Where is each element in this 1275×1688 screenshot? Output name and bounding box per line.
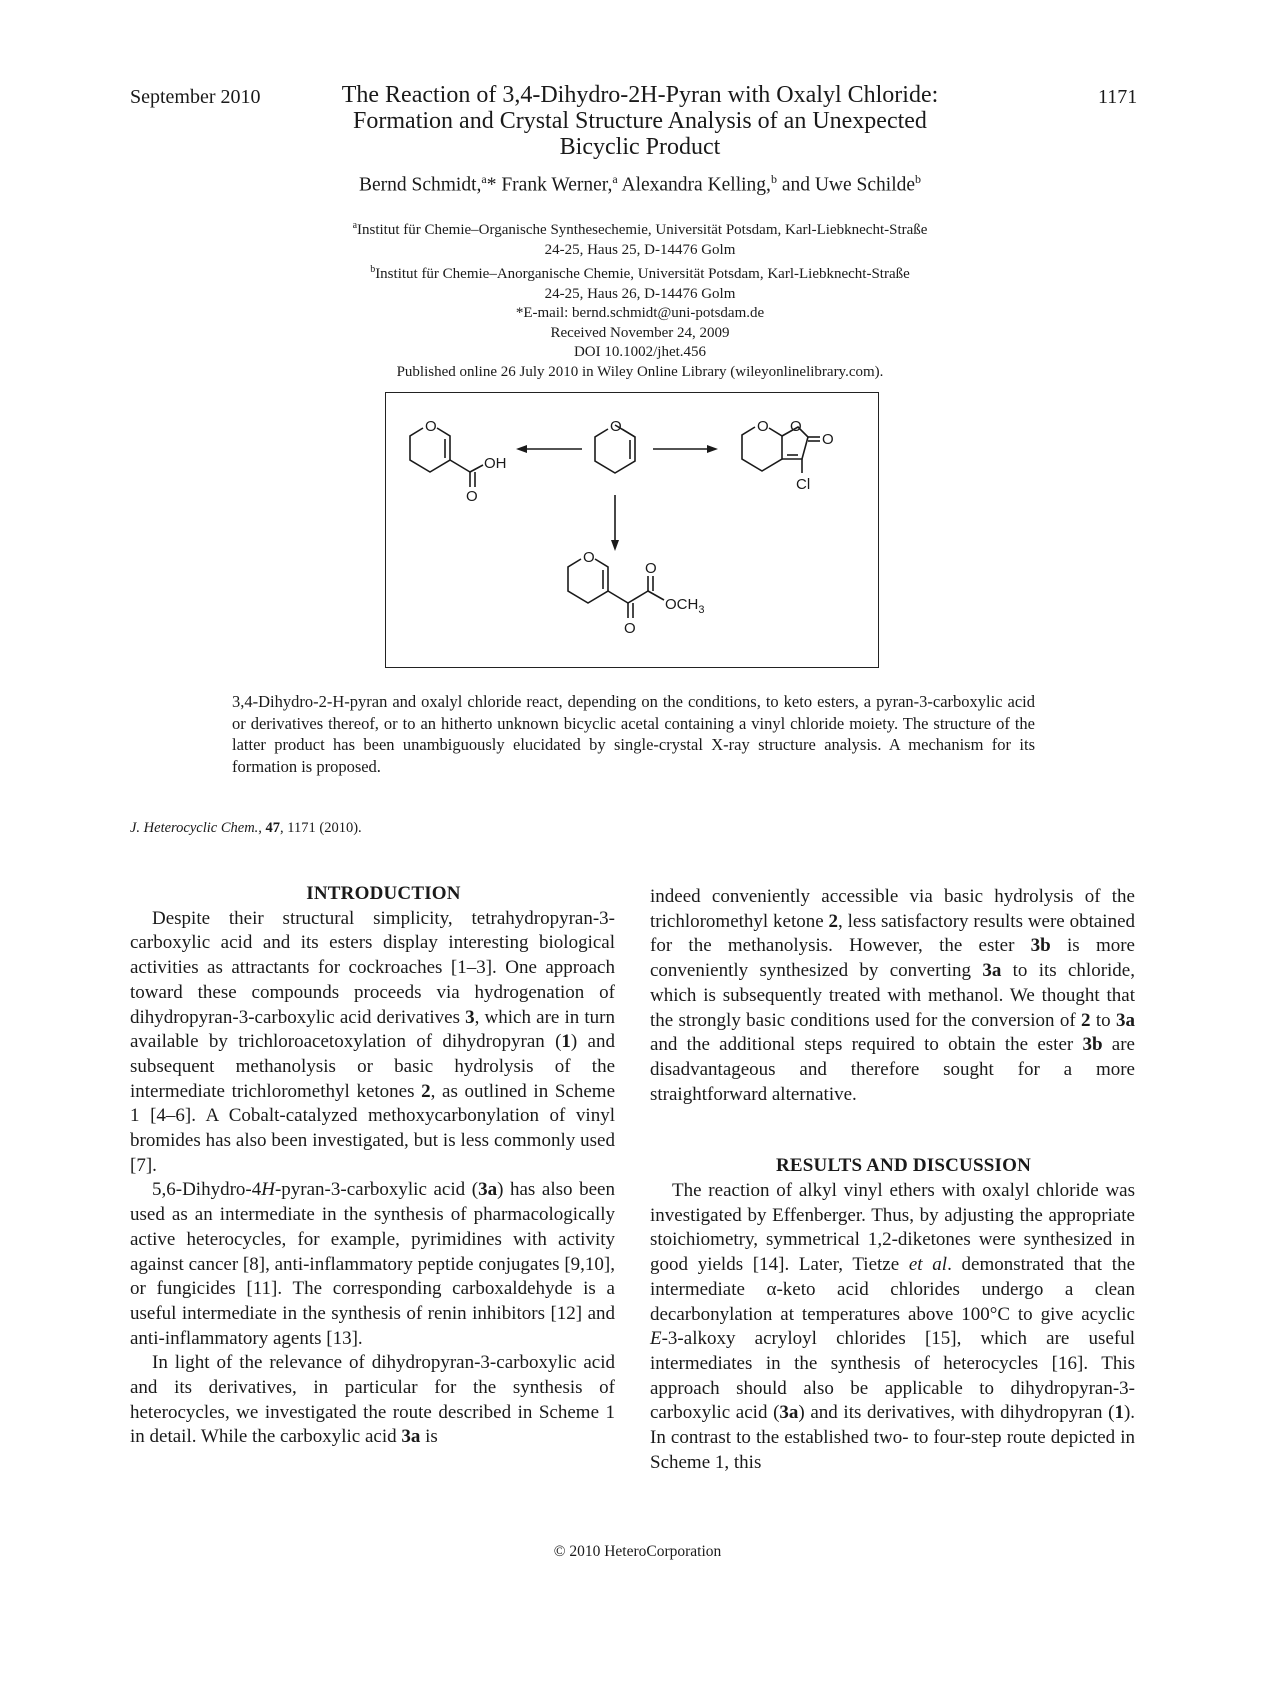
italic-text: et al xyxy=(908,1254,948,1276)
lactone-oxygen-label: O xyxy=(790,418,802,435)
title-line: The Reaction of 3,4-Dihydro-2H-Pyran with Oxalyl Chloride: xyxy=(341,82,939,108)
text-run: In light of the relevance of dihydropyran-3-carboxylic acid and its derivatives, in particular for the synthesis of heterocycles, we investigated the route described in Scheme 1 in detail. While the carboxylic acid xyxy=(130,1352,615,1448)
methoxy-subscript: 3 xyxy=(698,604,705,616)
author-suffix: * xyxy=(486,174,502,196)
text-run: ) and subsequent methanolysis or basic hydrolysis of the intermediate trichloromethyl ketones xyxy=(130,1031,615,1102)
author-name: Frank Werner, xyxy=(501,174,613,196)
text-run: The reaction of alkyl vinyl ethers with oxalyl chloride was investigated by Effenberger. Thus, by adjusting the appropriate stoichiometry, symmetrical 1,2-diketones were synthesized in good yields [14]. Later, Tietze xyxy=(650,1180,1135,1276)
abstract-text: 3,4-Dihydro-2-H-pyran and oxalyl chloride react, depending on the conditions, to keto esters, a pyran-3-carboxylic acid or derivatives thereof, or to an hitherto unknown bicyclic acetal containing a vinyl chloride moiety. The structure of the latter product has been unambiguously elucidated by single-crystal X-ray structure analysis. A mechanism for its formation is proposed. xyxy=(232,692,1035,776)
article-title xyxy=(300,82,980,160)
arrowhead-left xyxy=(516,445,527,453)
compound-label: 1 xyxy=(561,1031,571,1053)
compound-label: 3a xyxy=(401,1426,421,1448)
compound-label: 3a xyxy=(779,1402,799,1424)
text-run: ) has also been used as an intermediate in the synthesis of pharmacologically active heterocycles, for example, pyrimidines with activity against cancer [8], anti-inflammatory peptide conjugates [9,10], or fungicides [11]. The corresponding carboxaldehyde is a useful intermediate in the synthesis of renin inhibitors [12] and anti-inflammatory agents [13]. xyxy=(130,1179,615,1349)
carbonyl-oxygen-label: O xyxy=(645,560,657,577)
ring-oxygen-label: O xyxy=(757,418,769,435)
text-run: and the additional steps required to obtain the ester xyxy=(650,1034,1083,1056)
paragraph xyxy=(650,1179,1135,1475)
author-name: and Uwe Schilde xyxy=(781,174,916,196)
hydroxyl-label: OH xyxy=(484,455,507,472)
chlorine-label: Cl xyxy=(796,476,811,493)
compound-label: 1 xyxy=(1114,1402,1124,1424)
text-run: ) and its derivatives, with dihydropyran ( xyxy=(798,1402,1115,1424)
text-run: is more conveniently synthesized by converting xyxy=(650,935,1135,982)
bond-to-carboxyl xyxy=(450,460,470,472)
ring-oxygen-label: O xyxy=(425,418,437,435)
compound-label: 3b xyxy=(1082,1034,1103,1056)
carbonyl-oxygen-label: O xyxy=(822,431,834,448)
compound-label: 3b xyxy=(1030,935,1051,957)
journal-citation xyxy=(130,820,362,837)
affiliation-a-address: 24-25, Haus 25, D-14476 Golm xyxy=(544,241,736,258)
section-heading-introduction: INTRODUCTION xyxy=(306,883,461,904)
author-name: Alexandra Kelling, xyxy=(621,174,771,196)
ring-oxygen-label: O xyxy=(610,418,622,435)
methoxy-label xyxy=(665,596,704,616)
text-run: , which are in turn available by trichloroacetoxylation of dihydropyran ( xyxy=(130,1006,615,1053)
text-run: Despite their structural simplicity, tetrahydropyran-3-carboxylic acid and its esters display interesting biological activities as attractants for cockroaches [1–3]. One approach toward these compounds proceeds via hydrogenation of dihydropyran-3-carboxylic acid derivatives xyxy=(130,907,615,1028)
journal-volume: 47 xyxy=(265,820,281,836)
graphical-abstract-scheme xyxy=(385,392,879,668)
arrowhead-right xyxy=(707,445,718,453)
body-column-left xyxy=(130,882,615,1450)
received-date: Received November 24, 2009 xyxy=(550,324,730,341)
ring-oxygen-label: O xyxy=(583,549,595,566)
email-line: *E-mail: bernd.schmidt@uni-potsdam.de xyxy=(515,305,765,321)
title-line: Formation and Crystal Structure Analysis of an Unexpected xyxy=(353,108,927,134)
text-run: ). In contrast to the established two- to four-step route depicted in Scheme 1, this xyxy=(650,1402,1136,1473)
reaction-scheme-drawing xyxy=(386,393,880,669)
text-run: to its chloride, which is subsequently treated with methanol. We thought that the strongly basic conditions used for the conversion of xyxy=(650,960,1135,1031)
compound-label: 2 xyxy=(421,1080,431,1102)
affil-line: Institut für Chemie–Anorganische Chemie, Universität Potsdam, Karl-Liebknecht-Straße xyxy=(375,266,910,282)
arrowhead-down xyxy=(611,540,619,551)
text-run: , as outlined in Scheme 1 [4–6]. A Cobalt-catalyzed methoxycarbonylation of vinyl bromides has also been investigated, but is less commonly used [7]. xyxy=(130,1080,616,1176)
paragraph xyxy=(130,1351,615,1450)
page-number: 1171 xyxy=(1098,86,1138,108)
text-run: -3-alkoxy acryloyl chlorides [15], which are useful intermediates in the synthesis of heterocycles [16]. This approach should also be applicable to dihydropyran-3-carboxylic acid ( xyxy=(650,1328,1135,1424)
affiliation-b xyxy=(300,260,980,285)
section-spacer xyxy=(650,1107,1135,1154)
author-affil-sup: a xyxy=(612,172,618,186)
compound-label: 3a xyxy=(1116,1009,1135,1031)
affil-line: Institut für Chemie–Organische Synthesechemie, Universität Potsdam, Karl-Liebknecht-Straße xyxy=(357,222,928,238)
affiliation-b-address: 24-25, Haus 26, D-14476 Golm xyxy=(544,285,736,302)
affil-sup: a xyxy=(352,220,358,231)
doi-line: DOI 10.1002/jhet.456 xyxy=(573,344,707,360)
affiliation-a xyxy=(300,216,980,241)
affiliation-block xyxy=(300,216,980,382)
paragraph xyxy=(130,907,615,1179)
section-heading-results: RESULTS AND DISCUSSION xyxy=(775,1155,1032,1177)
text-run: , less satisfactory results were obtained for the methanolysis. However, the ester xyxy=(650,910,1136,957)
compound-label: 2 xyxy=(828,910,839,932)
text-run: . demonstrated that the intermediate α-keto acid chlorides undergo a clean decarbonylation at temperatures above 100°C to give acyclic xyxy=(650,1254,1135,1325)
body-column-right xyxy=(650,885,1135,1475)
author-affil-sup: b xyxy=(915,172,922,186)
compound-label: 3a xyxy=(982,960,1002,982)
running-header-date: September 2010 xyxy=(130,86,261,108)
text-run: indeed conveniently accessible via basic hydrolysis of the trichloromethyl ketone xyxy=(650,886,1135,932)
published-line: Published online 26 July 2010 in Wiley Online Library (wileyonlinelibrary.com). xyxy=(396,363,884,380)
carbonyl-oxygen-label: O xyxy=(624,620,636,637)
author-list xyxy=(300,172,980,197)
compound-label: 3 xyxy=(465,1006,475,1028)
journal-pages-year: , 1171 (2010). xyxy=(280,820,362,836)
author-name: Bernd Schmidt, xyxy=(358,174,482,196)
carbonyl-oxygen-label: O xyxy=(466,488,478,505)
scheme-bonds xyxy=(410,425,820,618)
author-affil-sup: a xyxy=(481,172,487,186)
italic-text: H xyxy=(261,1179,275,1201)
italic-text: E xyxy=(650,1328,662,1350)
paragraph xyxy=(130,1178,615,1351)
affil-sup: b xyxy=(370,264,376,275)
text-run: 5,6-Dihydro-4 xyxy=(152,1179,262,1201)
copyright-footer: © 2010 HeteroCorporation xyxy=(553,1543,722,1560)
author-affil-sup: b xyxy=(770,172,777,186)
text-run: to xyxy=(1090,1009,1116,1031)
compound-label: 3a xyxy=(478,1179,498,1201)
text-run: -pyran-3-carboxylic acid ( xyxy=(274,1179,479,1201)
journal-name: J. Heterocyclic Chem., xyxy=(130,820,262,836)
paragraph-continued xyxy=(650,885,1135,1107)
text-run: are disadvantageous and therefore sought for a more straightforward alternative. xyxy=(650,1034,1135,1105)
compound-label: 2 xyxy=(1081,1009,1091,1031)
bond-to-oh xyxy=(470,465,483,472)
title-line: Bicyclic Product xyxy=(559,134,721,160)
methoxy-text: OCH xyxy=(665,596,699,613)
text-run: is xyxy=(420,1426,438,1448)
arrowheads xyxy=(516,445,718,551)
